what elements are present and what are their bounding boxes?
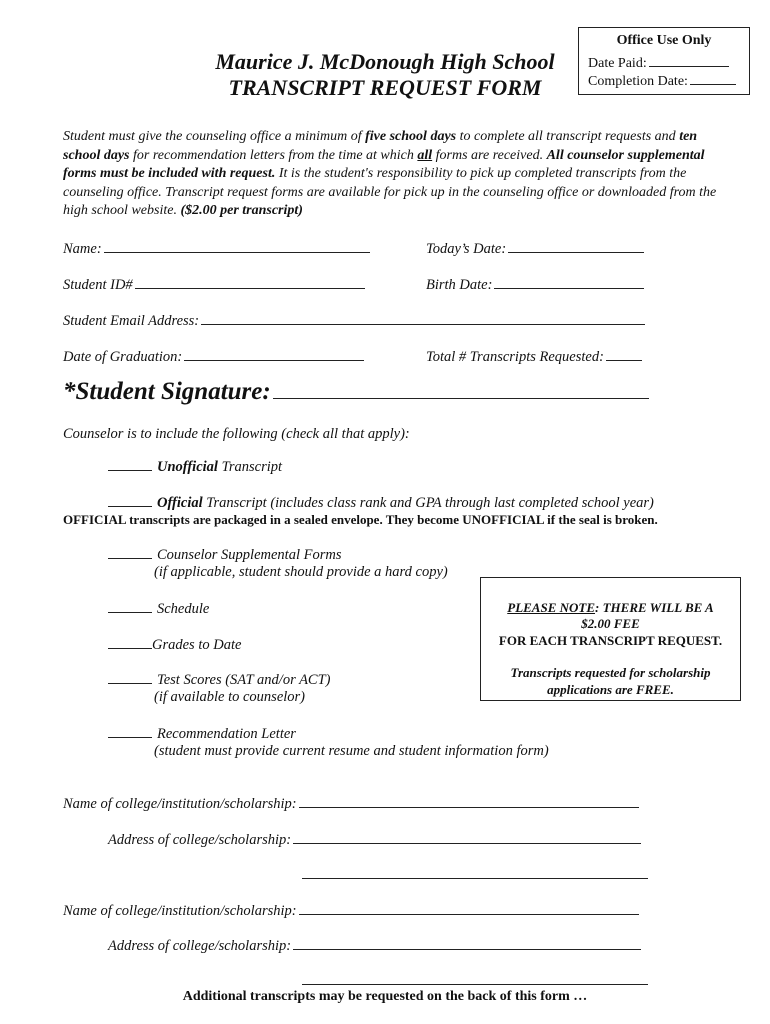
college-name-label-1: Name of college/institution/scholarship: (63, 796, 297, 812)
completion-date-row (588, 70, 736, 90)
college-address-line2-field-1[interactable] (302, 864, 648, 879)
intro-bold-supplemental: All counselor supplemental forms must be included with request. (63, 147, 705, 181)
student-id-row (63, 274, 365, 294)
college-address-label-2: Address of college/scholarship: (108, 938, 292, 954)
college-name-row-1 (63, 793, 639, 813)
college-name-label-2: Name of college/institution/scholarship: (63, 903, 297, 919)
supplemental-forms-item (108, 546, 341, 564)
name-label: Name: (63, 241, 102, 257)
official-transcript-item (108, 494, 654, 512)
scholarship-free-line2: applications are FREE. (547, 682, 674, 697)
graduation-date-field[interactable] (184, 346, 364, 361)
intro-bold-ten-days: ten school days (63, 129, 698, 163)
recommendation-check-blank[interactable] (108, 725, 152, 738)
todays-date-field[interactable] (508, 238, 644, 253)
grades-item (108, 636, 241, 654)
grades-check-blank[interactable] (108, 636, 152, 649)
email-row (63, 310, 645, 330)
college-address-row-2 (108, 935, 641, 955)
counselor-intro: Counselor is to include the following (check all that apply): (63, 426, 410, 442)
date-paid-label: Date Paid: (588, 56, 647, 71)
fee-amount: $2.00 FEE (581, 616, 640, 631)
intro-text-4: forms are received. (432, 147, 547, 163)
unofficial-bold: Unofficial (157, 459, 218, 475)
total-transcripts-field[interactable] (606, 346, 642, 361)
student-id-field[interactable] (135, 274, 365, 289)
signature-field[interactable] (273, 378, 649, 399)
student-id-label: Student ID# (63, 277, 133, 293)
college-name-field-2[interactable] (299, 900, 639, 915)
graduation-date-label: Date of Graduation: (63, 349, 183, 365)
fee-note-rest: : THERE WILL BE A (595, 600, 714, 615)
intro-bold-five-days: five school days (365, 129, 457, 144)
intro-bold-price: ($2.00 per transcript) (180, 203, 303, 218)
birth-date-field[interactable] (494, 274, 644, 289)
test-scores-text: Test Scores (SAT and/or ACT) (157, 672, 331, 688)
todays-date-label: Today’s Date: (426, 241, 507, 257)
footer-note: Additional transcripts may be requested on the back of this form … (182, 989, 588, 1004)
supplemental-check-blank[interactable] (108, 546, 152, 559)
unofficial-text: Transcript (217, 459, 283, 475)
intro-text-5: It is the student's responsibility to pick up completed transcripts from the counseling office. Transcript request forms are available for pick up in the counseling office or downloaded from the high school website (63, 166, 717, 218)
intro-text-6: . (173, 203, 181, 218)
birth-date-row (426, 274, 644, 294)
completion-date-label: Completion Date: (588, 74, 688, 89)
college-name-row-2 (63, 900, 639, 920)
recommendation-text: Recommendation Letter (157, 726, 296, 742)
form-title: TRANSCRIPT REQUEST FORM (228, 75, 542, 100)
college-address-row-1 (108, 829, 641, 849)
fee-note-line1 (481, 600, 740, 617)
test-scores-subtext: (if available to counselor) (154, 689, 306, 705)
supplemental-subtext: (if applicable, student should provide a hard copy) (154, 564, 448, 580)
intro-paragraph (63, 128, 723, 221)
college-address-line2-field-2[interactable] (302, 970, 648, 985)
recommendation-subtext: (student must provide current resume and student information form) (154, 743, 549, 759)
total-transcripts-label: Total # Transcripts Requested: (426, 349, 604, 365)
completion-date-field[interactable] (690, 70, 736, 85)
please-note-label: PLEASE NOTE (507, 600, 596, 615)
unofficial-check-blank[interactable] (108, 458, 152, 471)
date-paid-row (588, 52, 729, 72)
fee-notice-box (480, 577, 741, 701)
signature-label: *Student Signature: (63, 378, 271, 405)
email-label: Student Email Address: (63, 313, 200, 329)
test-scores-check-blank[interactable] (108, 671, 152, 684)
schedule-text: Schedule (157, 601, 210, 617)
schedule-check-blank[interactable] (108, 600, 152, 613)
name-row (63, 238, 370, 258)
intro-text-2: to complete all transcript requests and (456, 129, 680, 144)
college-name-field-1[interactable] (299, 793, 639, 808)
fee-per-request: FOR EACH TRANSCRIPT REQUEST. (498, 633, 723, 648)
todays-date-row (426, 238, 644, 258)
official-seal-note: OFFICIAL transcripts are packaged in a sealed envelope. They become UNOFFICIAL if the seal is broken. (63, 512, 658, 527)
intro-text-1: Student must give the counseling office a minimum of (63, 129, 366, 144)
name-field[interactable] (104, 238, 370, 253)
supplemental-text: Counselor Supplemental Forms (157, 547, 342, 563)
graduation-date-row (63, 346, 364, 366)
intro-text-3: for recommendation letters from the time at which (129, 147, 418, 163)
college-address-label-1: Address of college/scholarship: (108, 832, 292, 848)
grades-text: Grades to Date (152, 637, 242, 653)
school-name: Maurice J. McDonough High School (215, 49, 555, 74)
official-check-blank[interactable] (108, 494, 152, 507)
schedule-item (108, 600, 209, 618)
official-text: Transcript (includes class rank and GPA through last completed school year) (202, 495, 654, 511)
intro-bold-all: all (417, 147, 433, 163)
college-address-field-1[interactable] (293, 829, 641, 844)
total-transcripts-row (426, 346, 642, 366)
official-bold: Official (157, 495, 203, 511)
date-paid-field[interactable] (649, 52, 729, 67)
office-use-box (578, 27, 750, 95)
college-address-field-2[interactable] (293, 935, 641, 950)
scholarship-free-line1: Transcripts requested for scholarship (510, 665, 711, 680)
recommendation-item (108, 725, 296, 743)
test-scores-item (108, 671, 331, 689)
signature-row (63, 378, 649, 406)
birth-date-label: Birth Date: (426, 277, 493, 293)
email-field[interactable] (201, 310, 645, 325)
unofficial-transcript-item (108, 458, 282, 476)
office-use-heading: Office Use Only (616, 33, 712, 48)
